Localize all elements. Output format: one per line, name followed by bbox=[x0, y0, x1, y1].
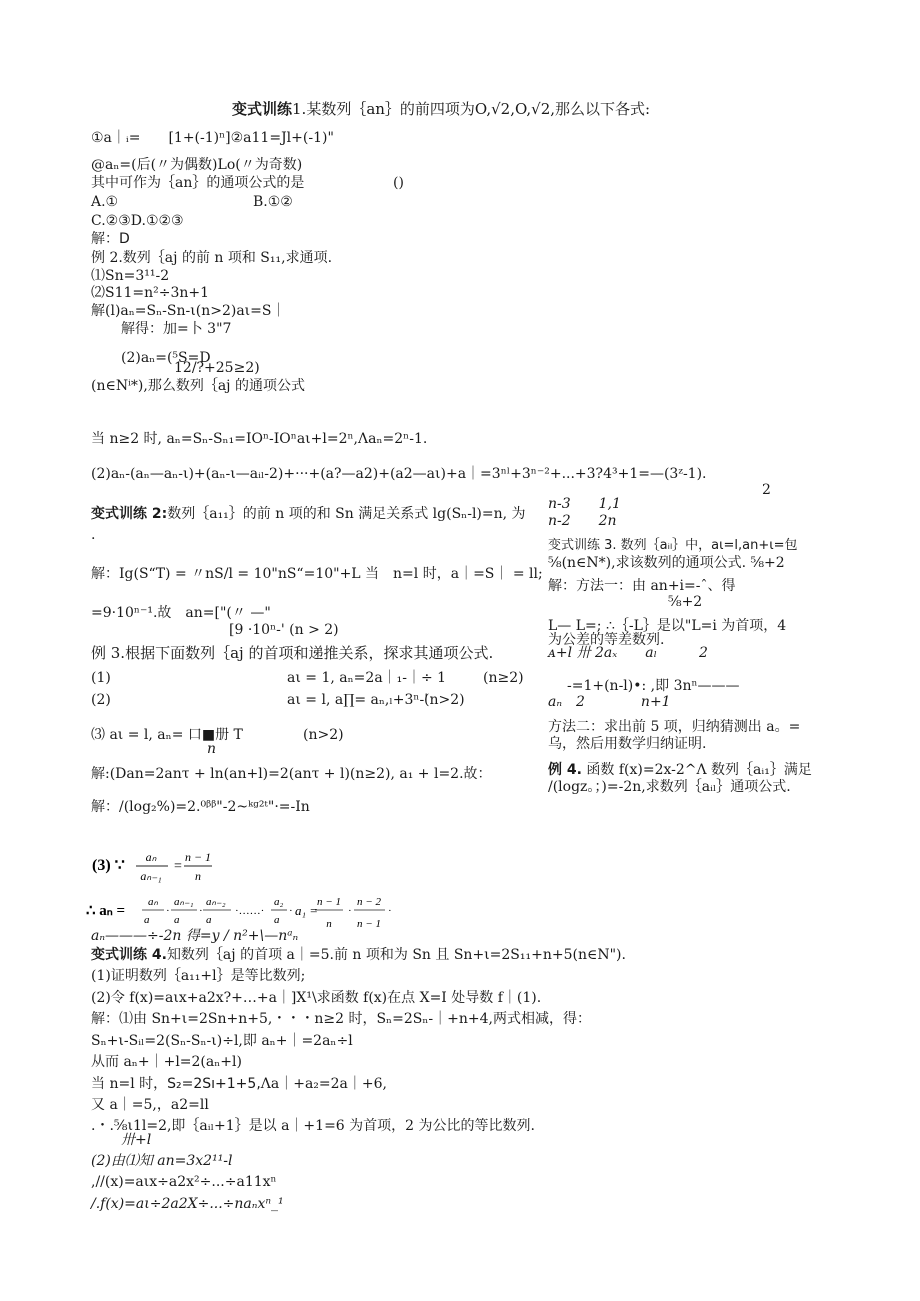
exercise-4-text: 知数列｛aj 的首项 a｜=5.前 n 项和为 Sn 且 Sn+ι=2S₁₁+n+5(n∈N"). bbox=[166, 947, 626, 963]
svg-text:=: = bbox=[174, 859, 182, 874]
text-line: ⅝+2 bbox=[668, 594, 703, 610]
text-line: 解(l)aₙ=Sₙ-Sn-ι(n>2)aι=S｜ bbox=[91, 303, 286, 319]
answer-blank: () bbox=[393, 175, 404, 191]
text-line: (n>2) bbox=[303, 727, 344, 743]
text-line: ᴀ+l 卅 2aₓ aₗ 2 bbox=[548, 645, 708, 661]
text-line: 其中可作为｛an｝的通项公式的是 bbox=[91, 175, 305, 191]
text-segment: 当 n=l 时， bbox=[91, 1076, 168, 1092]
text-line: (1) bbox=[91, 670, 111, 686]
example-4-text: 函数 f(x)=2x-2^Λ 数列｛aᵢ₁｝满足 bbox=[586, 762, 812, 778]
svg-text:a: a bbox=[144, 914, 150, 926]
chain-tail: a₁ = bbox=[295, 903, 319, 918]
text-line: 方法二：求出前 5 项，归纳猜测出 a。= bbox=[548, 719, 801, 735]
text-line: /(logz。；)=-2n,求数列｛aᵢₗ｝通项公式. bbox=[548, 779, 791, 795]
text-line: ,//(x)=aιx÷a2x²÷...÷a11xⁿ bbox=[91, 1174, 277, 1190]
text-line: 当 n≥2 时, aₙ=Sₙ-Sₙ₁=IOⁿ-IOⁿaι+l=2ⁿ,Λaₙ=2ⁿ-1. bbox=[91, 431, 428, 447]
svg-text:a: a bbox=[174, 914, 180, 926]
svg-text:·: · bbox=[199, 905, 203, 917]
text-line: 解:(Dan=2anτ + ln(an+l)=2(anτ + l)(n≥2), a₁ + l=2.故： bbox=[91, 766, 492, 782]
text-line: . bbox=[91, 527, 96, 543]
exercise-4-heading: 变式训练 4. bbox=[91, 947, 167, 963]
text-line: 2 bbox=[762, 482, 771, 498]
example-2-heading: 例 2.数列｛aj 的前 n 项和 S₁₁,求通项. bbox=[91, 250, 333, 266]
svg-text:aₙ: aₙ bbox=[148, 896, 158, 908]
text-line: 解：Ig(S“T) = 〃nS/l = 10"nS“=10"+L 当 n=l 时，a｜=S｜ = ll; bbox=[91, 566, 543, 582]
text-line: Sₙ+ι-Sᵢₗ=2(Sₙ-Sₙ-ι)÷l,即 aₙ+｜=2aₙ÷l bbox=[91, 1033, 353, 1049]
text-line: (n≥2) bbox=[483, 670, 524, 686]
therefore-label: ∴ aₙ = bbox=[86, 903, 126, 919]
text-line: 解：/(log₂%)=2.⁰ᵝᵝ"-2~ᵏᵍ²ᵗ"·=-In bbox=[91, 799, 310, 815]
text-line: 又 a｜=5,，a2=ll bbox=[91, 1097, 209, 1113]
svg-text:·: · bbox=[289, 905, 293, 917]
text-line: (n>2) bbox=[424, 692, 465, 708]
text-line: 解得：加=卜 3"7 bbox=[121, 321, 232, 337]
text-line: 从而 aₙ+｜+l=2(aₙ+l) bbox=[91, 1054, 242, 1070]
text-line: 解：⑴由 Sn+ι=2Sn+n+5,・・・n≥2 时，Sₙ=2Sₙ-｜+n+4,两式相减，得： bbox=[91, 1011, 591, 1027]
example-4-heading: 例 4. bbox=[548, 762, 582, 778]
exercise-1-heading: 变式训练 bbox=[232, 100, 293, 118]
result-b-den: n − 1 bbox=[357, 918, 381, 930]
text-line: -=1+(n-l)•: ,即 3nⁿ——— bbox=[567, 678, 740, 694]
text-line: .・.⅝ι1l=2,即｛aᵢₗ+1｝是以 a｜+1=6 为首项，2 为公比的等比数列. bbox=[91, 1118, 535, 1134]
text-line: ⑵S11=n²÷3n+1 bbox=[91, 285, 210, 301]
text-line: (2)aₙ=(⁵S=D bbox=[121, 350, 211, 366]
text-line: n-3 1,1 bbox=[548, 496, 621, 512]
svg-text:aₙ₋₁: aₙ₋₁ bbox=[174, 896, 194, 908]
exercise-2-line bbox=[91, 506, 526, 522]
text-line: (n∈Nⁱ*),那么数列｛aj 的通项公式 bbox=[91, 378, 305, 394]
exercise-1-text: 1.某数列｛an｝的前四项为O,√2,O,√2,那么以下各式: bbox=[292, 100, 651, 118]
option-b: B.①② bbox=[253, 194, 293, 210]
exercise-4-line bbox=[91, 947, 626, 963]
text-line: (2)令 f(x)=aιx+a2x?+…+a｜]X¹\求函数 f(x)在点 X=I 处导数 f｜(1). bbox=[91, 990, 542, 1006]
text-segment: Λa｜+a₂=2a｜+6, bbox=[260, 1076, 387, 1092]
frac2-den: n bbox=[195, 869, 201, 883]
text-line: =9·10ⁿ⁻¹.故 an=["(〃 —" bbox=[91, 605, 271, 621]
text-line: 解：方法一：由 an+i=-ˆ、得 bbox=[548, 578, 736, 594]
answer-line: 解：D bbox=[91, 231, 130, 247]
result-b-num: n − 2 bbox=[357, 896, 381, 908]
example-3-heading: 例 3.根据下面数列｛aj 的首项和递推关系，探求其通项公式. bbox=[91, 644, 494, 662]
result-a-num: n − 1 bbox=[317, 896, 341, 908]
text-line: [9 ·10ⁿ-' (n > 2) bbox=[229, 622, 339, 638]
text-line: @aₙ=(后(〃为偶数)Lo(〃为奇数) bbox=[91, 157, 303, 173]
text-line: 为公差的等差数列. bbox=[548, 632, 665, 648]
text-line: 乌，然后用数学归纳证明. bbox=[548, 736, 707, 752]
text-line: 12/?+25≥2) bbox=[174, 360, 260, 376]
text-line: aₙ 2 n+1 bbox=[548, 694, 671, 710]
exercise-3-heading: 变式训练 3. 数列｛aᵢₗ｝中，aι=l,an+ι=包 bbox=[548, 538, 798, 553]
text-line: /.f(x)=aι÷2a2X÷...÷naₙxⁿ_¹ bbox=[91, 1196, 284, 1212]
text-line: (2)aₙ-(aₙ—aₙ-ι)+(aₙ-ι—aᵢₗ-2)+···+(a?—a2)+(a2—aι)+a｜=3ⁿˡ+3ⁿ⁻²+...+3?4³+1=—(3ᶻ-1). bbox=[91, 466, 707, 482]
text-line: (2) bbox=[91, 692, 111, 708]
example-4-line bbox=[548, 762, 812, 778]
svg-text:·: · bbox=[348, 905, 352, 917]
options-cd: C.②③D.①②③ bbox=[91, 213, 184, 229]
exercise-1-line bbox=[232, 101, 650, 118]
svg-text:a: a bbox=[206, 914, 212, 926]
svg-text:aₙ₋₂: aₙ₋₂ bbox=[206, 896, 226, 908]
exercise-2-heading: 变式训练 2: bbox=[91, 506, 168, 522]
text-line: aι = l, a∏= aₙ,ₗ+3ⁿ-' bbox=[287, 692, 429, 708]
text-line: aₙ———÷-2n 得=y / n²+\—nᵃₙ bbox=[91, 928, 299, 944]
exercise-2-text: 数列｛a₁₁｝的前 n 项的和 Sn 满足关系式 lg(Sₙ-l)=n, 为 bbox=[167, 506, 526, 522]
text-line bbox=[91, 1076, 387, 1092]
text-line: aι = 1, aₙ=2a｜₁-｜÷ 1 bbox=[287, 670, 447, 686]
text-line: ①a｜ᵢ= [1+(-1)ⁿ]②a11=Jl+(-1)" bbox=[91, 130, 334, 146]
text-line: (2)由⑴知 an=3x2¹¹-l bbox=[91, 1153, 233, 1169]
svg-text:a₂: a₂ bbox=[274, 896, 284, 908]
text-line: n bbox=[207, 741, 217, 757]
frac1-num: aₙ bbox=[145, 850, 157, 864]
option-a: A.① bbox=[91, 194, 119, 210]
svg-text:a: a bbox=[274, 914, 280, 926]
because-label: (3) ∵ bbox=[92, 857, 125, 874]
result-a-den: n bbox=[326, 918, 332, 930]
svg-text:·……·: ·……· bbox=[235, 905, 265, 917]
text-line: ⑴Sn=3¹¹-2 bbox=[91, 268, 170, 284]
svg-text:·: · bbox=[388, 905, 392, 917]
frac1-den: aₙ₋₁ bbox=[140, 869, 162, 883]
text-line: ⅝(n∈N*),求该数列的通项公式. ⅝+2 bbox=[548, 555, 785, 571]
text-line: L— L=; ∴｛-L｝是以"L=i 为首项，4 bbox=[548, 618, 787, 634]
text-line: (1)证明数列｛a₁₁+l｝是等比数列; bbox=[91, 968, 306, 984]
text-line: ⑶ aι = l, aₙ= 口■册 T bbox=[91, 727, 243, 743]
svg-text:·: · bbox=[166, 905, 170, 917]
text-line: 卅+l bbox=[121, 1132, 152, 1148]
text-segment: S₂=2Sı+1+5, bbox=[167, 1076, 261, 1092]
text-line: n-2 2n bbox=[548, 513, 617, 529]
formula-image bbox=[84, 842, 524, 942]
frac2-num: n − 1 bbox=[184, 850, 212, 864]
